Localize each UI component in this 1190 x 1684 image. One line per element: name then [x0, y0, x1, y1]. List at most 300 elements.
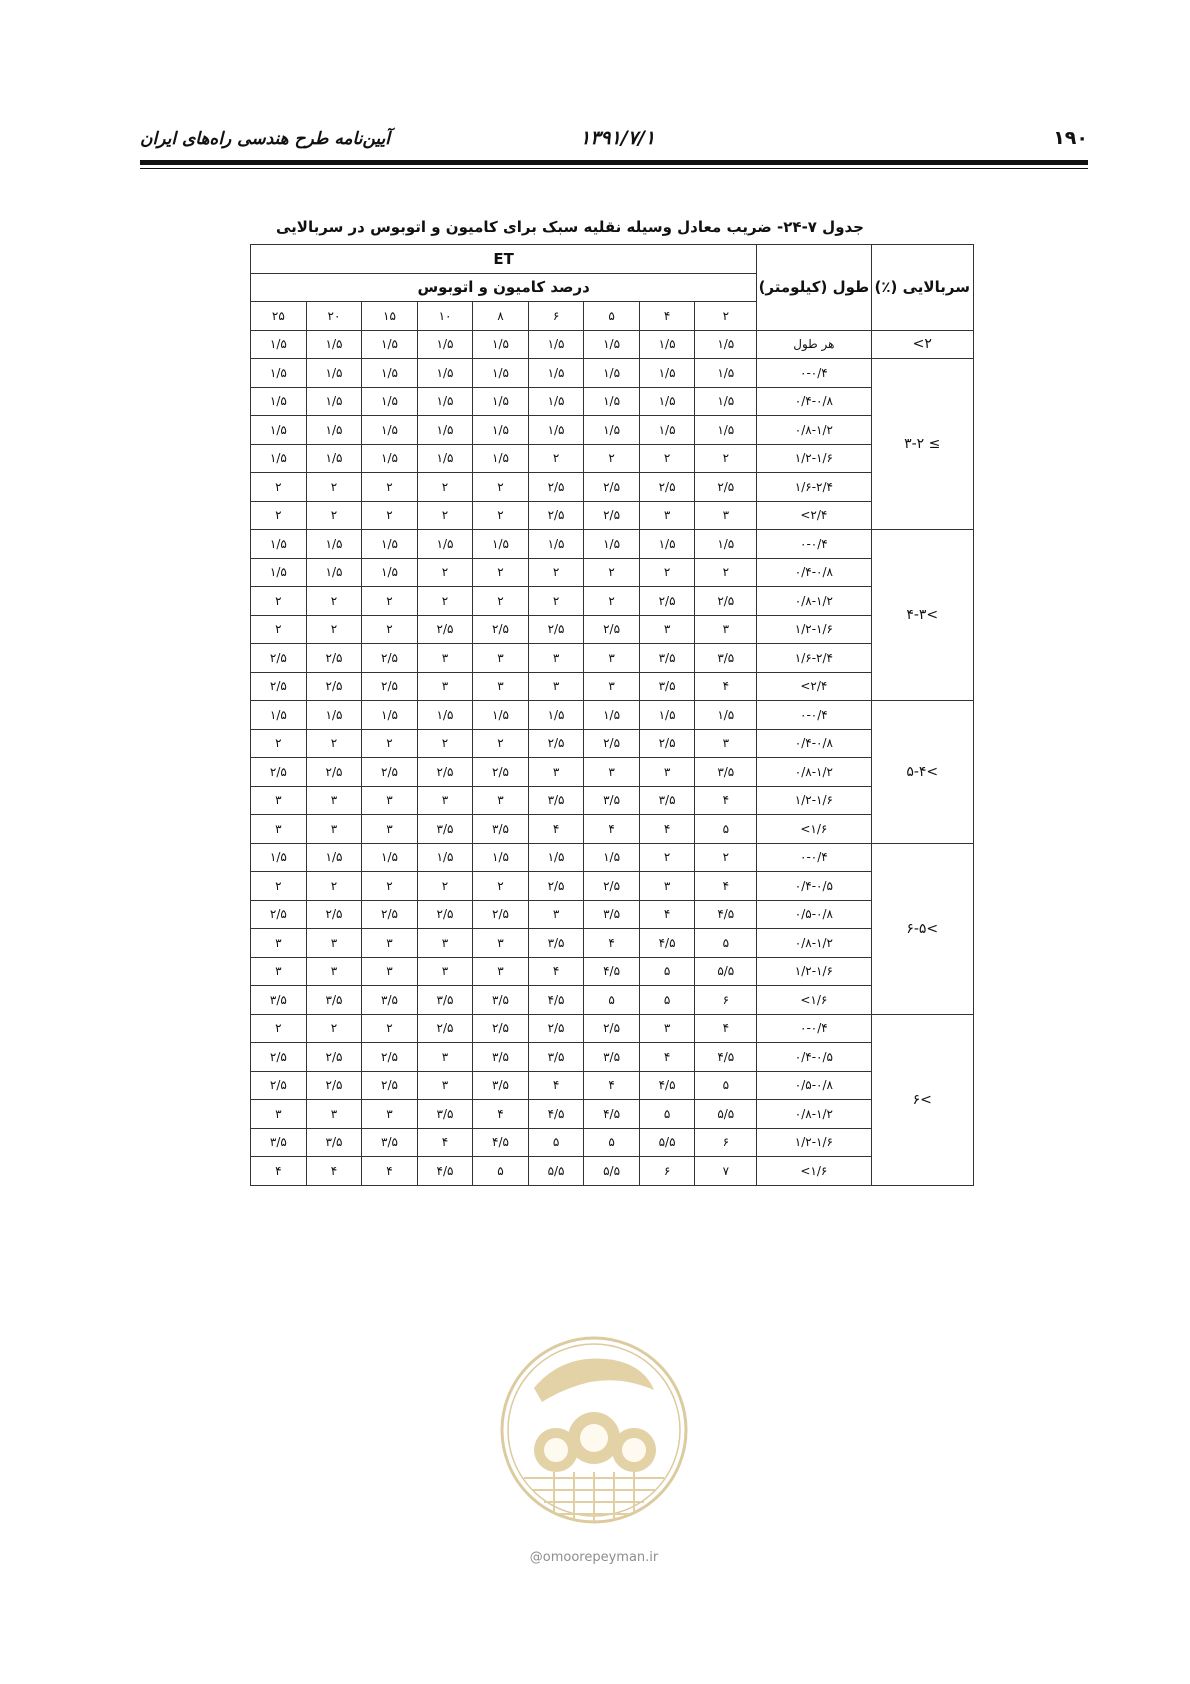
et-value-cell: ۱/۵: [528, 530, 584, 559]
slope-header: سربالایی (٪): [871, 245, 974, 331]
et-value-cell: ۲: [528, 444, 584, 473]
et-value-cell: ۱/۵: [362, 530, 418, 559]
et-value-cell: ۱/۵: [251, 843, 307, 872]
length-cell: ۱/۲-۱/۶: [757, 615, 871, 644]
et-value-cell: ۲: [695, 843, 757, 872]
length-cell: ۰/۴-۰/۸: [757, 387, 871, 416]
et-value-cell: ۲/۵: [695, 473, 757, 502]
length-cell: <۱/۶: [757, 986, 871, 1015]
length-cell: ۱/۲-۱/۶: [757, 1128, 871, 1157]
et-value-cell: ۳/۵: [528, 786, 584, 815]
et-value-cell: ۲: [473, 587, 529, 616]
percent-col-header: ۲۵: [251, 302, 307, 331]
header-rule-thick: [140, 160, 1088, 165]
et-value-cell: ۳: [362, 815, 418, 844]
slope-cell: <۲: [871, 330, 974, 359]
et-value-cell: ۳/۵: [473, 1043, 529, 1072]
et-value-cell: ۳: [584, 672, 640, 701]
et-value-cell: ۲: [417, 872, 473, 901]
et-value-cell: ۱/۵: [584, 530, 640, 559]
et-value-cell: ۱/۵: [695, 330, 757, 359]
et-value-cell: ۱/۵: [639, 387, 695, 416]
et-value-cell: ۲: [417, 729, 473, 758]
et-value-cell: ۳: [417, 1043, 473, 1072]
table-row: [251, 444, 974, 473]
et-value-cell: ۳: [528, 672, 584, 701]
length-cell: ۱/۲-۱/۶: [757, 786, 871, 815]
table-row: [251, 530, 974, 559]
et-value-cell: ۱/۵: [306, 387, 362, 416]
length-cell: ۰-۰/۴: [757, 1014, 871, 1043]
percent-col-header: ۲۰: [306, 302, 362, 331]
et-value-cell: ۴: [417, 1128, 473, 1157]
et-value-cell: ۴: [362, 1157, 418, 1186]
et-value-cell: ۱/۵: [306, 530, 362, 559]
et-value-cell: ۲/۵: [639, 473, 695, 502]
et-value-cell: ۳/۵: [639, 672, 695, 701]
et-value-cell: ۴/۵: [417, 1157, 473, 1186]
et-value-cell: ۱/۵: [251, 444, 307, 473]
et-value-cell: ۱/۵: [362, 444, 418, 473]
table-row: [251, 843, 974, 872]
et-value-cell: ۵/۵: [639, 1128, 695, 1157]
et-value-cell: ۱/۵: [639, 330, 695, 359]
et-value-cell: ۱/۵: [473, 330, 529, 359]
et-value-cell: ۱/۵: [584, 843, 640, 872]
et-value-cell: ۳/۵: [584, 786, 640, 815]
length-cell: ۰/۸-۱/۲: [757, 929, 871, 958]
et-value-cell: ۳: [306, 929, 362, 958]
table-body: [251, 330, 974, 1185]
et-value-cell: ۲: [251, 615, 307, 644]
length-cell: ۰/۴-۰/۵: [757, 1043, 871, 1072]
table-row: [251, 387, 974, 416]
et-value-cell: ۲: [362, 473, 418, 502]
et-value-cell: ۲/۵: [306, 1071, 362, 1100]
et-value-cell: ۲: [362, 729, 418, 758]
et-value-cell: ۵: [639, 957, 695, 986]
et-value-cell: ۳: [639, 615, 695, 644]
et-value-cell: ۳: [251, 786, 307, 815]
et-value-cell: ۱/۵: [362, 843, 418, 872]
et-value-cell: ۳: [362, 957, 418, 986]
et-value-cell: ۳/۵: [251, 986, 307, 1015]
et-value-cell: ۲/۵: [584, 872, 640, 901]
et-value-cell: ۳/۵: [306, 1128, 362, 1157]
et-value-cell: ۲: [695, 558, 757, 587]
et-value-cell: ۲/۵: [528, 615, 584, 644]
et-value-cell: ۱/۵: [306, 701, 362, 730]
et-value-cell: ۳: [306, 786, 362, 815]
length-cell: ۰/۵-۰/۸: [757, 1071, 871, 1100]
et-value-cell: ۵: [639, 986, 695, 1015]
length-cell: ۰-۰/۴: [757, 359, 871, 388]
et-value-cell: ۲: [251, 872, 307, 901]
et-value-cell: ۱/۵: [695, 416, 757, 445]
et-value-cell: ۱/۵: [362, 701, 418, 730]
et-value-cell: ۴: [695, 672, 757, 701]
et-value-cell: ۴: [584, 815, 640, 844]
table-row: [251, 758, 974, 787]
et-value-cell: ۲/۵: [362, 900, 418, 929]
et-value-cell: ۱/۵: [251, 558, 307, 587]
et-value-cell: ۲: [528, 587, 584, 616]
et-value-cell: ۲/۵: [473, 758, 529, 787]
et-value-cell: ۲: [417, 501, 473, 530]
et-value-cell: ۱/۵: [639, 701, 695, 730]
length-cell: ۱/۲-۱/۶: [757, 444, 871, 473]
et-value-cell: ۲/۵: [473, 1014, 529, 1043]
table-row: [251, 729, 974, 758]
table-row: [251, 558, 974, 587]
slope-cell: ۶<: [871, 1014, 974, 1185]
et-value-cell: ۲/۵: [251, 758, 307, 787]
length-header: طول (کیلومتر): [757, 245, 871, 331]
table-row: [251, 786, 974, 815]
et-value-cell: ۲/۵: [306, 758, 362, 787]
et-value-cell: ۳: [584, 758, 640, 787]
et-value-cell: ۳/۵: [528, 1043, 584, 1072]
et-value-cell: ۴: [695, 1014, 757, 1043]
et-value-cell: ۱/۵: [528, 359, 584, 388]
et-value-cell: ۲/۵: [251, 1071, 307, 1100]
length-cell: ۰/۸-۱/۲: [757, 587, 871, 616]
length-cell: ۰/۸-۱/۲: [757, 416, 871, 445]
table-caption: جدول ۷-۲۴- ضریب معادل وسیله نقلیه سبک برای کامیون و اتوبوس در سربالایی: [276, 218, 864, 236]
et-value-cell: ۵: [695, 815, 757, 844]
et-value-cell: ۲/۵: [362, 644, 418, 673]
et-value-cell: ۲: [306, 473, 362, 502]
et-value-cell: ۱/۵: [362, 416, 418, 445]
length-cell: ۱/۲-۱/۶: [757, 957, 871, 986]
et-value-cell: ۳: [251, 815, 307, 844]
et-value-cell: ۳: [584, 644, 640, 673]
et-value-cell: ۳: [417, 1071, 473, 1100]
et-value-cell: ۲/۵: [417, 758, 473, 787]
slope-cell: ۵-۴<: [871, 701, 974, 844]
et-value-cell: ۴/۵: [584, 1100, 640, 1129]
percent-col-header: ۲: [695, 302, 757, 331]
slope-cell: ۶-۵<: [871, 843, 974, 1014]
et-value-cell: ۲/۵: [362, 758, 418, 787]
et-value-cell: ۲: [473, 729, 529, 758]
et-value-cell: ۱/۵: [362, 359, 418, 388]
et-value-cell: ۳: [417, 929, 473, 958]
et-value-cell: ۳: [417, 644, 473, 673]
et-value-cell: ۲/۵: [639, 587, 695, 616]
table-row: [251, 644, 974, 673]
et-value-cell: ۳/۵: [473, 986, 529, 1015]
et-value-cell: ۲/۵: [584, 501, 640, 530]
et-value-cell: ۵: [584, 1128, 640, 1157]
length-cell: <۲/۴: [757, 501, 871, 530]
et-value-cell: ۱/۵: [417, 444, 473, 473]
et-value-cell: ۲/۵: [473, 900, 529, 929]
table-row: [251, 872, 974, 901]
et-value-cell: ۳/۵: [584, 900, 640, 929]
slope-cell: ۳-۲ ≤: [871, 359, 974, 530]
et-value-cell: ۴/۵: [695, 1043, 757, 1072]
et-value-cell: ۲: [473, 473, 529, 502]
et-value-cell: ۱/۵: [473, 843, 529, 872]
et-value-cell: ۴: [584, 1071, 640, 1100]
et-table: [250, 244, 974, 1186]
et-value-cell: ۴: [306, 1157, 362, 1186]
et-value-cell: ۳: [251, 957, 307, 986]
et-value-cell: ۳: [306, 815, 362, 844]
et-value-cell: ۳: [362, 929, 418, 958]
et-value-cell: ۷: [695, 1157, 757, 1186]
table-row: [251, 1043, 974, 1072]
percent-col-header: ۴: [639, 302, 695, 331]
et-value-cell: ۳/۵: [695, 644, 757, 673]
et-value-cell: ۲: [528, 558, 584, 587]
et-value-cell: ۲: [639, 843, 695, 872]
et-value-cell: ۲/۵: [251, 672, 307, 701]
table-row: [251, 330, 974, 359]
et-value-cell: ۳: [306, 957, 362, 986]
et-value-cell: ۲/۵: [584, 473, 640, 502]
et-value-cell: ۴: [528, 957, 584, 986]
et-value-cell: ۱/۵: [584, 701, 640, 730]
length-cell: ۰-۰/۴: [757, 701, 871, 730]
length-cell: ۰-۰/۴: [757, 843, 871, 872]
et-value-cell: ۴: [695, 786, 757, 815]
table-row: [251, 957, 974, 986]
et-value-cell: ۲: [473, 501, 529, 530]
table-row: [251, 1014, 974, 1043]
et-value-cell: ۶: [639, 1157, 695, 1186]
et-value-cell: ۳: [473, 929, 529, 958]
et-value-cell: ۳: [362, 1100, 418, 1129]
length-cell: ۱/۶-۲/۴: [757, 644, 871, 673]
et-value-cell: ۲: [584, 444, 640, 473]
et-value-cell: ۴/۵: [639, 1071, 695, 1100]
et-value-cell: ۱/۵: [306, 444, 362, 473]
et-value-cell: ۱/۵: [251, 330, 307, 359]
et-value-cell: ۱/۵: [306, 843, 362, 872]
et-value-cell: ۳: [251, 1100, 307, 1129]
table-row: [251, 1071, 974, 1100]
et-value-cell: ۵/۵: [584, 1157, 640, 1186]
et-value-cell: ۱/۵: [362, 387, 418, 416]
et-value-cell: ۱/۵: [251, 359, 307, 388]
et-value-cell: ۲/۵: [584, 615, 640, 644]
length-cell: ۰/۴-۰/۵: [757, 872, 871, 901]
et-value-cell: ۳/۵: [306, 986, 362, 1015]
et-value-cell: ۱/۵: [695, 530, 757, 559]
header-date: ۱۳۹۱/۷/۱: [580, 127, 656, 149]
et-value-cell: ۵: [695, 929, 757, 958]
et-value-cell: ۲: [362, 872, 418, 901]
et-value-cell: ۳: [473, 672, 529, 701]
et-value-cell: ۲: [695, 444, 757, 473]
et-value-cell: ۲/۵: [251, 644, 307, 673]
et-header: ET: [251, 245, 757, 274]
et-value-cell: ۳: [695, 729, 757, 758]
et-value-cell: ۲: [362, 615, 418, 644]
et-value-cell: ۲: [473, 558, 529, 587]
et-value-cell: ۱/۵: [251, 530, 307, 559]
et-value-cell: ۱/۵: [695, 701, 757, 730]
et-value-cell: ۱/۵: [695, 387, 757, 416]
et-value-cell: ۶: [695, 1128, 757, 1157]
et-value-cell: ۴/۵: [473, 1128, 529, 1157]
omoorepeyman-logo-watermark: [494, 1330, 694, 1536]
et-value-cell: ۱/۵: [417, 530, 473, 559]
et-value-cell: ۱/۵: [473, 359, 529, 388]
et-value-cell: ۱/۵: [306, 416, 362, 445]
page-number: ۱۹۰: [1053, 127, 1088, 149]
et-value-cell: ۳: [417, 786, 473, 815]
et-value-cell: ۲/۵: [528, 501, 584, 530]
et-value-cell: ۲/۵: [251, 900, 307, 929]
et-value-cell: ۱/۵: [584, 330, 640, 359]
et-value-cell: ۴: [473, 1100, 529, 1129]
et-value-cell: ۴: [639, 1043, 695, 1072]
table-row: [251, 1128, 974, 1157]
et-value-cell: ۵: [584, 986, 640, 1015]
length-cell: <۲/۴: [757, 672, 871, 701]
table-row: [251, 701, 974, 730]
table-row: [251, 473, 974, 502]
et-value-cell: ۲/۵: [639, 729, 695, 758]
table-row: [251, 986, 974, 1015]
et-value-cell: ۳/۵: [251, 1128, 307, 1157]
table-row: [251, 615, 974, 644]
length-cell: ۰/۴-۰/۸: [757, 558, 871, 587]
table-row: [251, 900, 974, 929]
et-value-cell: ۱/۵: [584, 387, 640, 416]
et-value-cell: ۵/۵: [695, 957, 757, 986]
table-row: [251, 815, 974, 844]
et-value-cell: ۳/۵: [417, 815, 473, 844]
et-value-cell: ۳/۵: [362, 986, 418, 1015]
et-value-cell: ۲: [362, 587, 418, 616]
length-cell: ۱/۶-۲/۴: [757, 473, 871, 502]
et-value-cell: ۳: [473, 786, 529, 815]
et-value-cell: ۳: [639, 872, 695, 901]
percent-col-header: ۱۰: [417, 302, 473, 331]
et-value-cell: ۱/۵: [251, 416, 307, 445]
et-value-cell: ۳: [695, 501, 757, 530]
et-value-cell: ۳: [639, 501, 695, 530]
et-value-cell: ۲: [639, 558, 695, 587]
et-value-cell: ۲/۵: [306, 644, 362, 673]
et-value-cell: ۲: [306, 729, 362, 758]
page-header: [140, 127, 1088, 153]
et-value-cell: ۵: [639, 1100, 695, 1129]
et-value-cell: ۲: [251, 729, 307, 758]
et-value-cell: ۱/۵: [639, 530, 695, 559]
et-value-cell: ۳: [528, 758, 584, 787]
et-value-cell: ۳: [695, 615, 757, 644]
et-value-cell: ۲/۵: [306, 900, 362, 929]
et-value-cell: ۲: [306, 615, 362, 644]
length-cell: <۱/۶: [757, 815, 871, 844]
et-value-cell: ۱/۵: [528, 701, 584, 730]
et-value-cell: ۳: [417, 672, 473, 701]
et-value-cell: ۳: [528, 644, 584, 673]
length-cell: ۰/۸-۱/۲: [757, 758, 871, 787]
et-value-cell: ۲: [362, 501, 418, 530]
et-value-cell: ۲: [251, 473, 307, 502]
et-value-cell: ۳: [639, 758, 695, 787]
percent-col-header: ۱۵: [362, 302, 418, 331]
et-value-cell: ۴/۵: [528, 1100, 584, 1129]
table-row: [251, 929, 974, 958]
et-value-cell: ۲: [417, 558, 473, 587]
et-value-cell: ۱/۵: [528, 416, 584, 445]
table-row: [251, 1100, 974, 1129]
et-value-cell: ۴/۵: [528, 986, 584, 1015]
length-cell: ۰/۸-۱/۲: [757, 1100, 871, 1129]
et-value-cell: ۲/۵: [528, 1014, 584, 1043]
et-value-cell: ۱/۵: [362, 558, 418, 587]
et-value-cell: ۱/۵: [362, 330, 418, 359]
et-value-cell: ۱/۵: [695, 359, 757, 388]
et-value-cell: ۲: [473, 872, 529, 901]
length-cell: ۰/۴-۰/۸: [757, 729, 871, 758]
et-value-cell: ۳: [528, 900, 584, 929]
et-value-cell: ۳/۵: [639, 786, 695, 815]
length-cell: <۱/۶: [757, 1157, 871, 1186]
et-value-cell: ۲: [306, 872, 362, 901]
et-value-cell: ۳: [306, 1100, 362, 1129]
et-value-cell: ۳/۵: [362, 1128, 418, 1157]
et-value-cell: ۲/۵: [584, 1014, 640, 1043]
et-value-cell: ۲: [417, 473, 473, 502]
et-value-cell: ۳: [473, 957, 529, 986]
et-value-cell: ۲: [306, 501, 362, 530]
et-value-cell: ۲: [306, 587, 362, 616]
et-value-cell: ۱/۵: [417, 330, 473, 359]
et-value-cell: ۳/۵: [473, 1071, 529, 1100]
table-row: [251, 1157, 974, 1186]
length-cell: ۰-۰/۴: [757, 530, 871, 559]
et-value-cell: ۲/۵: [417, 900, 473, 929]
et-value-cell: ۳/۵: [639, 644, 695, 673]
et-value-cell: ۳/۵: [473, 815, 529, 844]
et-value-cell: ۲/۵: [417, 615, 473, 644]
et-value-cell: ۴/۵: [695, 900, 757, 929]
et-value-cell: ۴: [251, 1157, 307, 1186]
et-value-cell: ۱/۵: [473, 530, 529, 559]
et-value-cell: ۲: [417, 587, 473, 616]
et-value-cell: ۵: [695, 1071, 757, 1100]
slope-cell: ۴-۳<: [871, 530, 974, 701]
percent-col-header: ۶: [528, 302, 584, 331]
et-value-cell: ۱/۵: [639, 359, 695, 388]
et-value-cell: ۱/۵: [417, 387, 473, 416]
percent-header: درصد کامیون و اتوبوس: [251, 273, 757, 302]
table-row: [251, 501, 974, 530]
et-value-cell: ۳: [639, 1014, 695, 1043]
et-value-cell: ۴: [639, 900, 695, 929]
percent-col-header: ۸: [473, 302, 529, 331]
et-value-cell: ۲: [362, 1014, 418, 1043]
et-value-cell: ۵/۵: [528, 1157, 584, 1186]
et-value-cell: ۴: [528, 815, 584, 844]
et-value-cell: ۲/۵: [362, 672, 418, 701]
table-row: [251, 359, 974, 388]
et-value-cell: ۱/۵: [473, 416, 529, 445]
header-rule-thin: [140, 168, 1088, 169]
et-value-cell: ۱/۵: [473, 387, 529, 416]
et-value-cell: ۲: [584, 587, 640, 616]
et-value-cell: ۴/۵: [639, 929, 695, 958]
table-row: [251, 672, 974, 701]
